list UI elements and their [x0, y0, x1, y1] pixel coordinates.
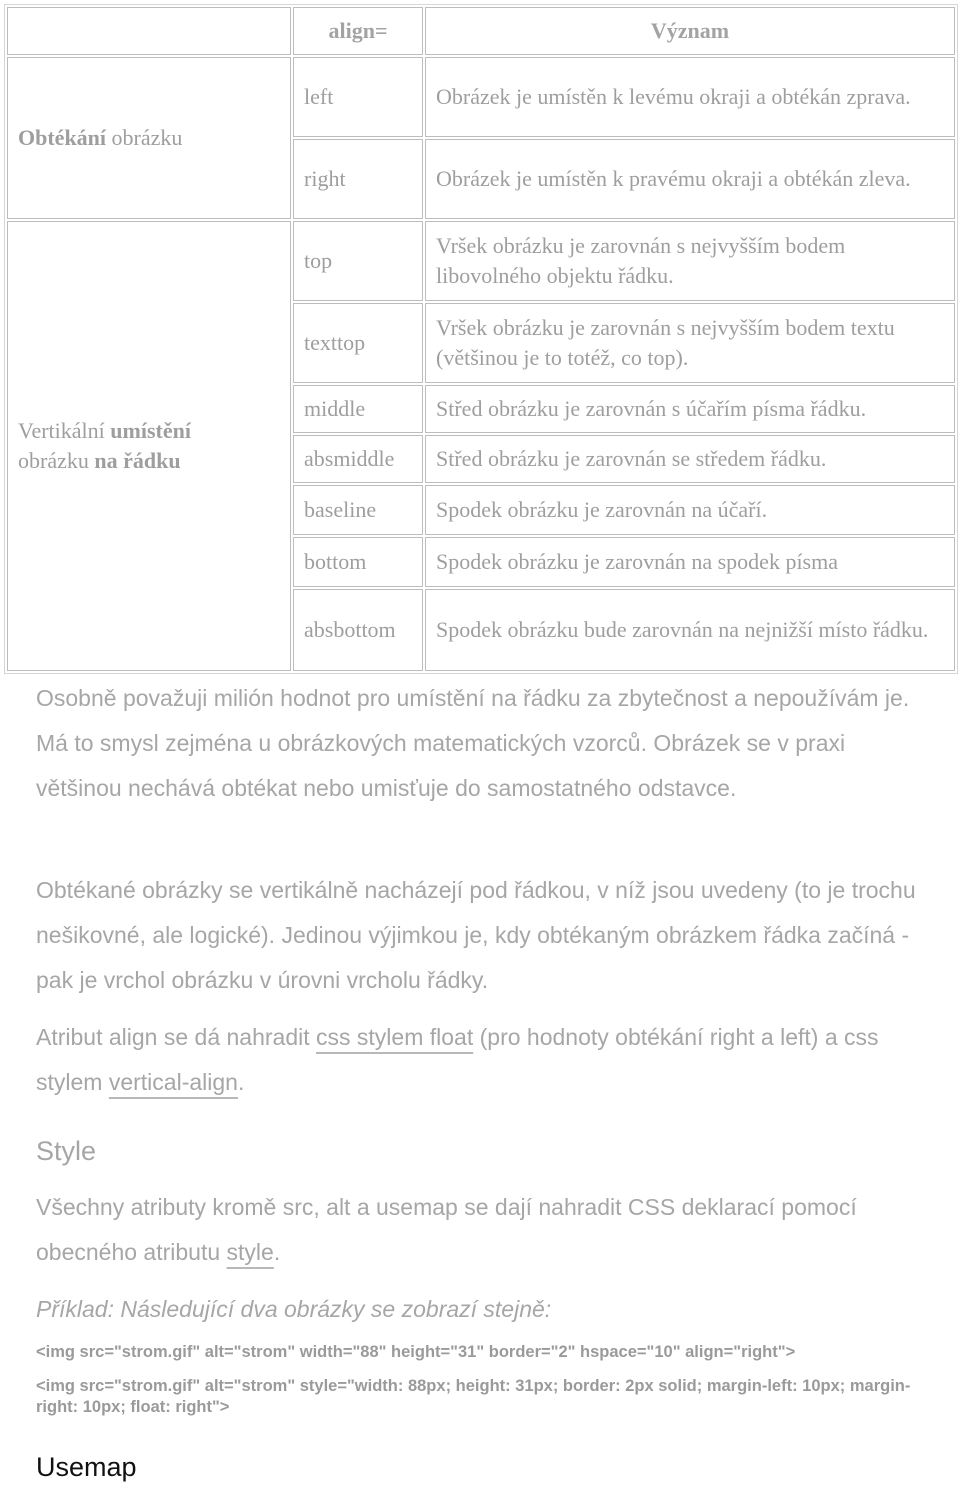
style-text-a: Všechny atributy kromě src, alt a usemap se dají nahradit CSS deklarací pomocí obecného atributu [36, 1194, 857, 1265]
group-wrapping [7, 57, 291, 219]
code-example-1: <img src="strom.gif" alt="strom" width="88" height="31" border="2" hspace="10" align="right"> [36, 1343, 796, 1361]
meaning-right: Obrázek je umístěn k pravému okraji a obtékán zleva. [425, 139, 955, 219]
paragraph-align-replacement [36, 1015, 936, 1105]
meaning-texttop: Vršek obrázku je zarovnán s nejvyšším bodem textu (většinou je to totéž, co top). [425, 303, 955, 383]
table-header-row [7, 7, 955, 55]
meaning-bottom: Spodek obrázku je zarovnán na spodek písma [425, 537, 955, 587]
style-link[interactable]: style [226, 1239, 274, 1265]
meaning-middle: Střed obrázku je zarovnán s účařím písma řádku. [425, 385, 955, 433]
meaning-left: Obrázek je umístěn k levému okraji a obtékán zprava. [425, 57, 955, 137]
p3-text-a: Atribut align se dá nahradit [36, 1024, 317, 1050]
style-text-b: . [273, 1239, 281, 1265]
group-wrapping-rest: obrázku [106, 125, 183, 150]
meaning-absbottom: Spodek obrázku bude zarovnán na nejnižší místo řádku. [425, 589, 955, 671]
header-meaning: Význam [425, 7, 955, 55]
header-align: align= [293, 7, 423, 55]
usemap-heading: Usemap [36, 1452, 137, 1482]
align-value-left: left [293, 57, 423, 137]
meaning-baseline: Spodek obrázku je zarovnán na účaří. [425, 485, 955, 535]
code-example-2: <img src="strom.gif" alt="strom" style="width: 88px; height: 31px; border: 2px solid; margin-left: 10px; margin-right: 10px; float: right"> [36, 1377, 911, 1416]
vertical-align-link[interactable]: vertical-align [108, 1069, 238, 1095]
p3-text-c: . [237, 1069, 245, 1095]
table-row [7, 221, 955, 301]
p3-text-b: (pro hodnoty obtékání right a left) a css stylem [36, 1024, 879, 1095]
style-heading: Style [36, 1136, 97, 1166]
header-empty [7, 7, 291, 55]
align-reference-table [4, 4, 958, 674]
paragraph-opinion: Osobně považuji milión hodnot pro umístění na řádku za zbytečnost a nepoužívám je. Má to smysl zejména u obrázkových matematických vzorců. Obrázek se v praxi většinou nechává obtékat nebo umisťuje do samostatného odstavce. [36, 685, 910, 801]
align-value-absbottom: absbottom [293, 589, 423, 671]
group-vertical-label: Vertikální umístění obrázku na řádku [18, 418, 191, 473]
paragraph-wrapped-images: Obtékané obrázky se vertikálně nacházejí pod řádkou, v níž jsou uvedeny (to je trochu nešikovné, ale logické). Jedinou výjimkou je, kdy obtékaným obrázkem řádka začíná - pak je vrchol obrázku v úrovni vrcholu řádky. [36, 877, 916, 993]
align-value-right: right [293, 139, 423, 219]
align-value-absmiddle: absmiddle [293, 435, 423, 483]
align-value-baseline: baseline [293, 485, 423, 535]
align-value-top: top [293, 221, 423, 301]
align-value-texttop: texttop [293, 303, 423, 383]
table-row [7, 57, 955, 137]
meaning-absmiddle: Střed obrázku je zarovnán se středem řádku. [425, 435, 955, 483]
group-vertical [7, 221, 291, 671]
align-value-middle: middle [293, 385, 423, 433]
meaning-top: Vršek obrázku je zarovnán s nejvyšším bodem libovolného objektu řádku. [425, 221, 955, 301]
example-label: Příklad: Následující dva obrázky se zobrazí stejně: [36, 1296, 552, 1322]
align-value-bottom: bottom [293, 537, 423, 587]
group-wrapping-bold: Obtékání [18, 125, 107, 150]
css-float-link[interactable]: css stylem float [316, 1024, 474, 1050]
paragraph-style [36, 1185, 936, 1275]
